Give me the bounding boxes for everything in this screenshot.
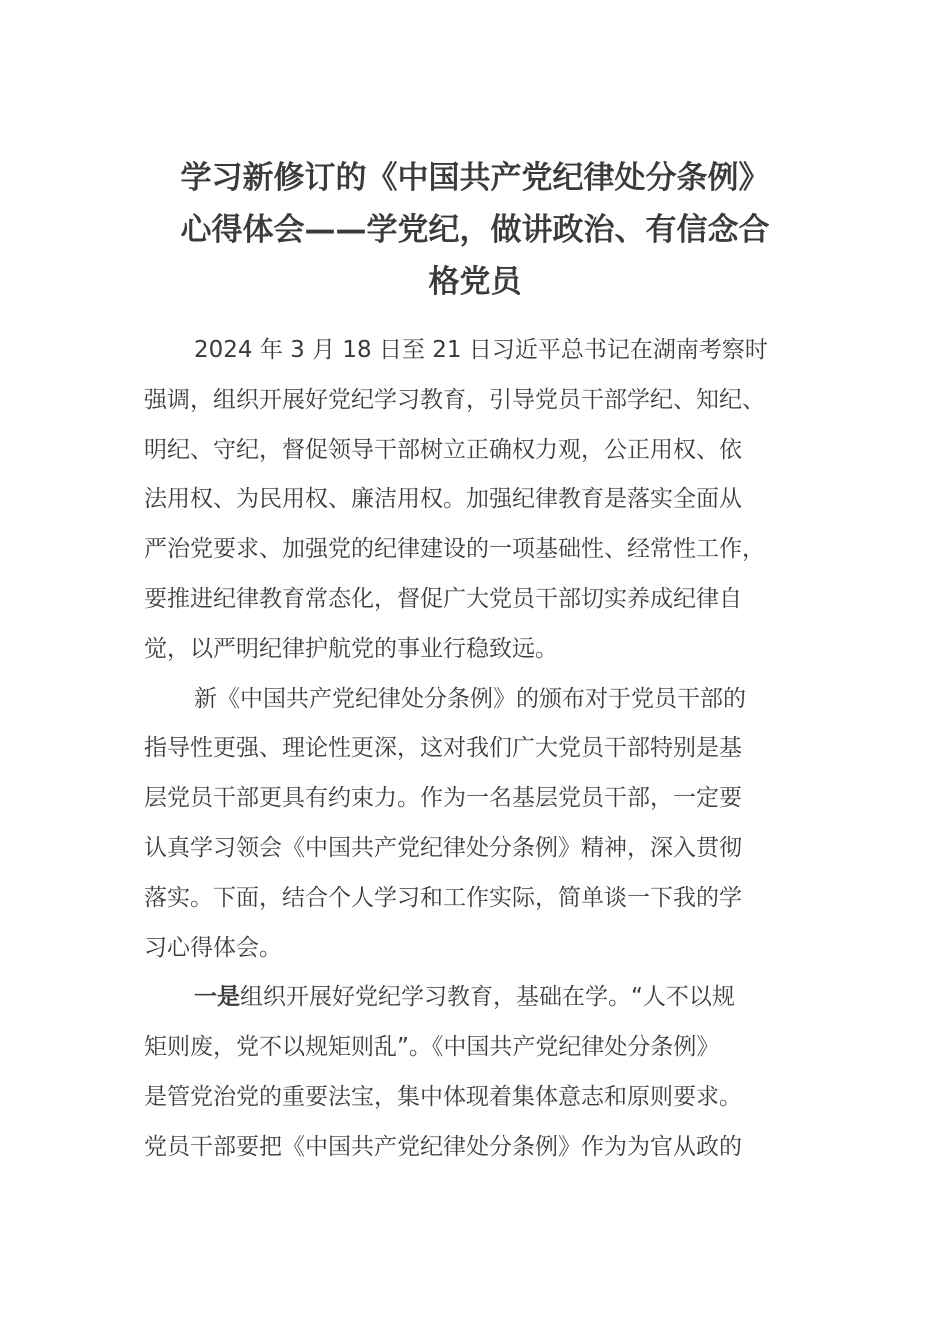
paragraph-3 xyxy=(144,973,816,1172)
lead-phrase: 一是 xyxy=(194,984,240,1011)
text-line: 落实。下面，结合个人学习和工作实际，简单谈一下我的学 xyxy=(144,884,742,911)
document-body xyxy=(144,326,816,1173)
lead-rest: 组织开展好党纪学习教育，基础在学。“人不以规 xyxy=(240,984,735,1011)
text-line: 强调，组织开展好党纪学习教育，引导党员干部学纪、知纪、 xyxy=(144,386,765,413)
paragraph-2 xyxy=(144,675,816,974)
text-line: 层党员干部更具有约束力。作为一名基层党员干部，一定要 xyxy=(144,785,742,812)
text-line: 2024 年 3 月 18 日至 21 日习近平总书记在湖南考察时 xyxy=(194,337,768,363)
text-line: 指导性更强、理论性更深，这对我们广大党员干部特别是基 xyxy=(144,735,742,762)
text-line: 习心得体会。 xyxy=(144,934,282,961)
text-line: 党员干部要把《中国共产党纪律处分条例》作为为官从政的 xyxy=(144,1133,742,1160)
text-line: 严治党要求、加强党的纪律建设的一项基础性、经常性工作， xyxy=(144,536,765,563)
text-line: 觉，以严明纪律护航党的事业行稳致远。 xyxy=(144,635,558,662)
text-line: 是管党治党的重要法宝，集中体现着集体意志和原则要求。 xyxy=(144,1083,742,1110)
text-line: 法用权、为民用权、廉洁用权。加强纪律教育是落实全面从 xyxy=(144,486,742,513)
text-line xyxy=(144,973,816,1023)
text-line: 明纪、守纪，督促领导干部树立正确权力观，公正用权、依 xyxy=(144,436,742,463)
text-line: 矩则废，党不以规矩则乱”。《中国共产党纪律处分条例》 xyxy=(144,1034,720,1061)
text-line: 新《中国共产党纪律处分条例》的颁布对于党员干部的 xyxy=(194,685,746,712)
text-line: 认真学习领会《中国共产党纪律处分条例》精神，深入贯彻 xyxy=(144,834,742,861)
text-line: 要推进纪律教育常态化，督促广大党员干部切实养成纪律自 xyxy=(144,585,742,612)
paragraph-1 xyxy=(144,326,816,675)
document-title xyxy=(140,152,810,308)
title-line: 学习新修订的《中国共产党纪律处分条例》 xyxy=(180,160,770,196)
title-line: 心得体会——学党纪，做讲政治、有信念合 xyxy=(180,212,770,248)
title-line: 格党员 xyxy=(428,264,522,300)
